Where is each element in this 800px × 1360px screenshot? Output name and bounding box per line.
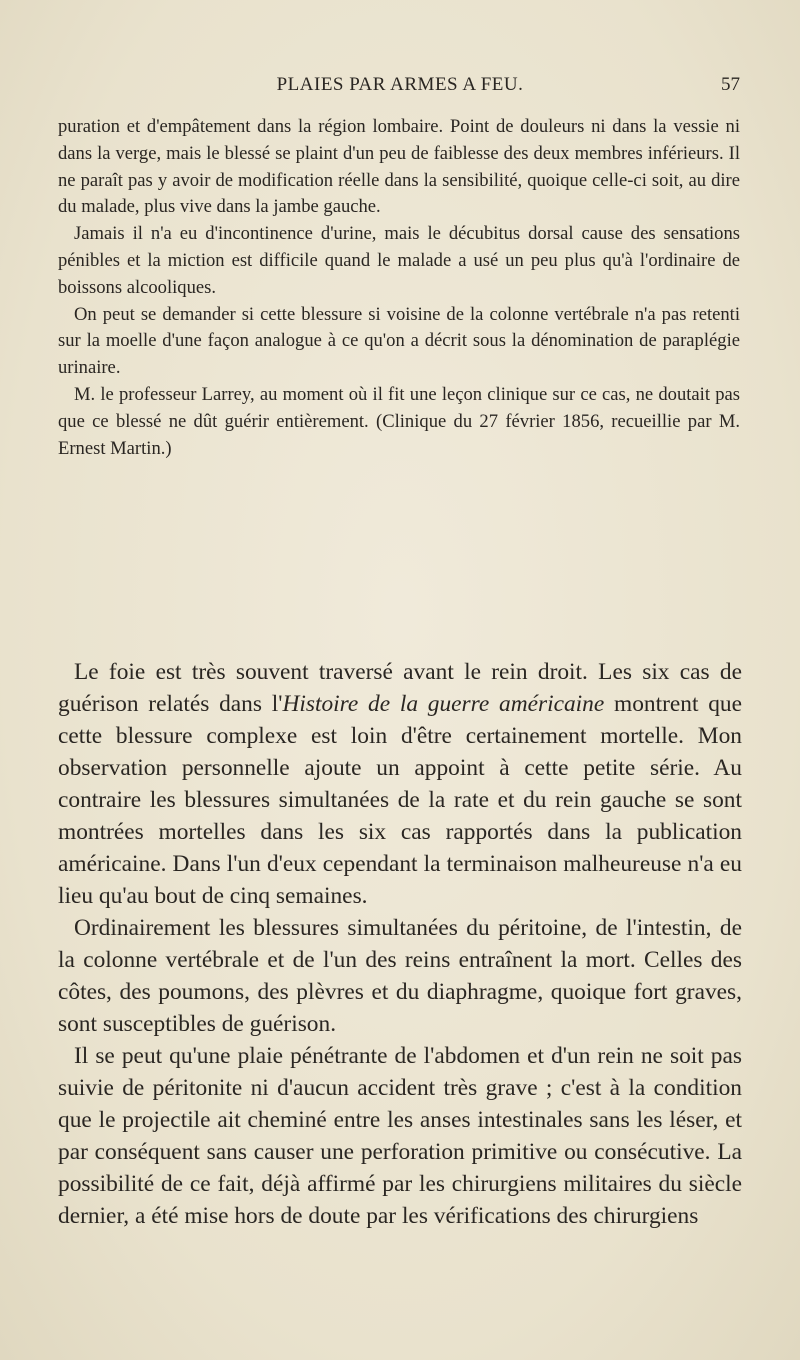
case-observation-text (58, 114, 740, 462)
paragraph: puration et d'empâtement dans la région lombaire. Point de douleurs ni dans la vessie ni dans la verge, mais le blessé se plaint d'un peu de faiblesse des deux membres inférieurs. Il ne paraît pas y avoir de modification réelle dans la sensibilité, quoique celle-ci soit, au dire du malade, plus vive dans la jambe gauche. (58, 116, 740, 218)
paragraph: On peut se demander si cette blessure si voisine de la colonne vertébrale n'a pas retenti sur la moelle d'une façon analogue à ce qu'on a décrit sous la dénomination de paraplégie urinaire. (58, 303, 740, 379)
paragraph (58, 656, 742, 912)
page-header (60, 74, 740, 100)
text-segment: montrent que cette blessure complexe est loin d'être certainement mortelle. Mon observation personnelle ajoute un appoint à cette petite série. Au contraire les blessures simultanées de la rate et du rein gauche se sont montrées mortelles dans les six cas rapportés dans la publication américaine. Dans l'un d'eux cependant la terminaison malheureuse n'a eu lieu qu'au bout de cinq semaines. (58, 691, 742, 909)
paragraph: M. le professeur Larrey, au moment où il fit une leçon clinique sur ce cas, ne doutait pas que ce blessé ne dût guérir entièrement. (Clinique du 27 février 1856, recueillie par M. Ernest Martin.) (58, 383, 740, 459)
page-number: 57 (721, 74, 740, 95)
paragraph: Jamais il n'a eu d'incontinence d'urine, mais le décubitus dorsal cause des sensations pénibles et la miction est difficile quand le malade a usé un peu plus qu'à l'ordinaire de boissons alcooliques. (58, 223, 740, 298)
running-title: PLAIES PAR ARMES A FEU. (276, 74, 524, 95)
text-segment: Le foie est très souvent traversé avant le rein droit. Les six cas de guérison relatés dans l' (58, 659, 742, 717)
book-title: Histoire de la guerre américaine (282, 691, 605, 717)
main-text (58, 656, 742, 1232)
paragraph: Ordinairement les blessures simultanées du péritoine, de l'intestin, de la colonne vertébrale et de l'un des reins entraînent la mort. Celles des côtes, des poumons, des plèvres et du diaphragme, quoique fort graves, sont susceptibles de guérison. (58, 915, 742, 1037)
paragraph: Il se peut qu'une plaie pénétrante de l'abdomen et d'un rein ne soit pas suivie de péritonite ni d'aucun accident très grave ; c'est à la condition que le projectile ait cheminé entre les anses intestinales sans les léser, et par conséquent sans causer une perforation primitive ou consécutive. La possibilité de ce fait, déjà affirmé par les chirurgiens militaires du siècle dernier, a été mise hors de doute par les vérifications des chirurgiens (58, 1043, 742, 1229)
